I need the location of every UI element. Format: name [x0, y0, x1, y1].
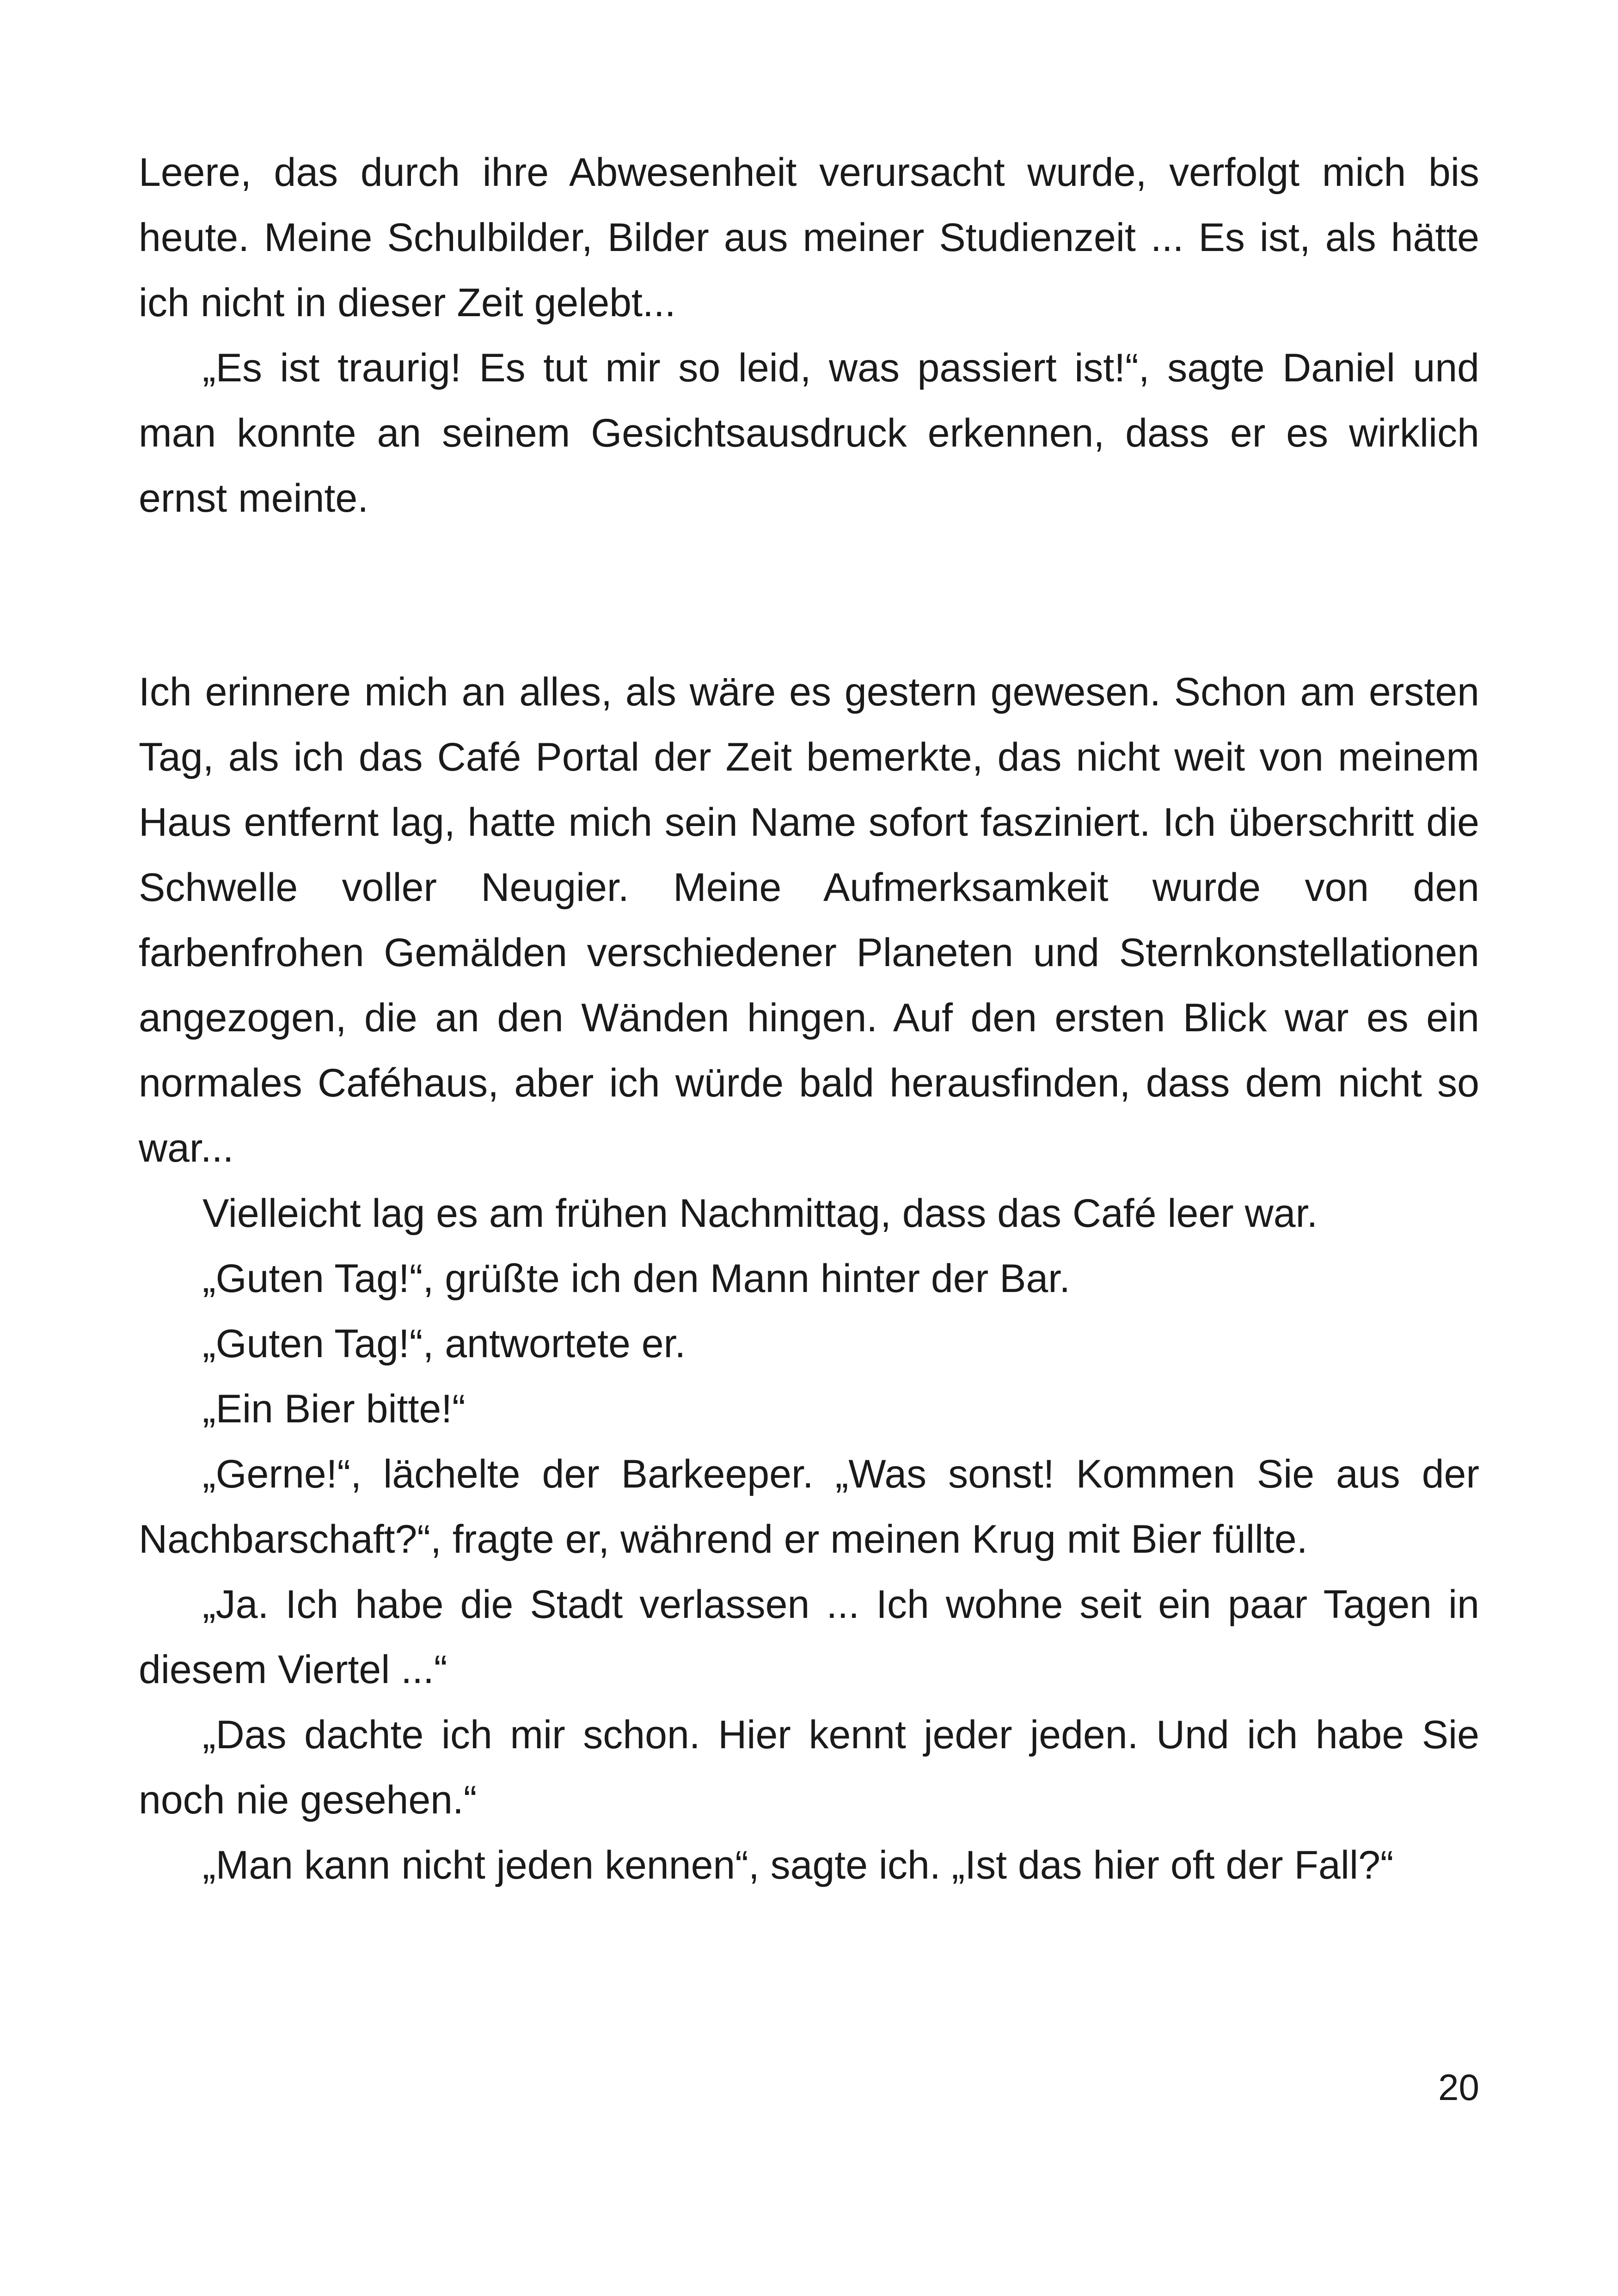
paragraph: „Gerne!“, lächelte der Barkeeper. „Was sonst! Kommen Sie aus der Nachbarschaft?“, fragte er, während er meinen Krug mit Bier füllte.: [139, 1452, 1479, 1561]
text-section-1: [139, 140, 1479, 531]
paragraph: „Guten Tag!“, grüßte ich den Mann hinter der Bar.: [202, 1256, 1071, 1301]
paragraph: „Man kann nicht jeden kennen“, sagte ich. „Ist das hier oft der Fall?“: [202, 1843, 1394, 1887]
page-number: 20: [1438, 2067, 1479, 2108]
paragraph: „Guten Tag!“, antwortete er.: [202, 1322, 686, 1366]
paragraph: Leere, das durch ihre Abwesenheit verursacht wurde, verfolgt mich bis heute. Meine Schulbilder, Bilder aus meiner Studienzeit ... Es ist, als hätte ich nicht in dieser Zeit gelebt...: [139, 150, 1479, 325]
paragraph: „Ein Bier bitte!“: [202, 1387, 466, 1431]
paragraph: Ich erinnere mich an alles, als wäre es gestern gewesen. Schon am ersten Tag, als ich das Café Portal der Zeit bemerkte, das nicht weit von meinem Haus entfernt lag, hatte mich sein Name sofort fasziniert. Ich überschritt die Schwelle voller Neugier. Meine Aufmerksamkeit wurde von den farbenfrohen Gemälden verschiedener Planeten und Sternkonstellationen angezogen, die an den Wänden hingen. Auf den ersten Blick war es ein normales Caféhaus, aber ich würde bald herausfinden, dass dem nicht so war...: [139, 670, 1479, 1170]
text-section-2: [139, 660, 1479, 1898]
paragraph: „Es ist traurig! Es tut mir so leid, was passiert ist!“, sagte Daniel und man konnte an seinem Gesichtsausdruck erkennen, dass er es wirklich ernst meinte.: [139, 346, 1479, 520]
paragraph: „Das dachte ich mir schon. Hier kennt jeder jeden. Und ich habe Sie noch nie gesehen.“: [139, 1713, 1479, 1822]
paragraph: Vielleicht lag es am frühen Nachmittag, dass das Café leer war.: [202, 1191, 1318, 1236]
paragraph: „Ja. Ich habe die Stadt verlassen ... Ich wohne seit ein paar Tagen in diesem Viertel ...“: [139, 1582, 1479, 1692]
